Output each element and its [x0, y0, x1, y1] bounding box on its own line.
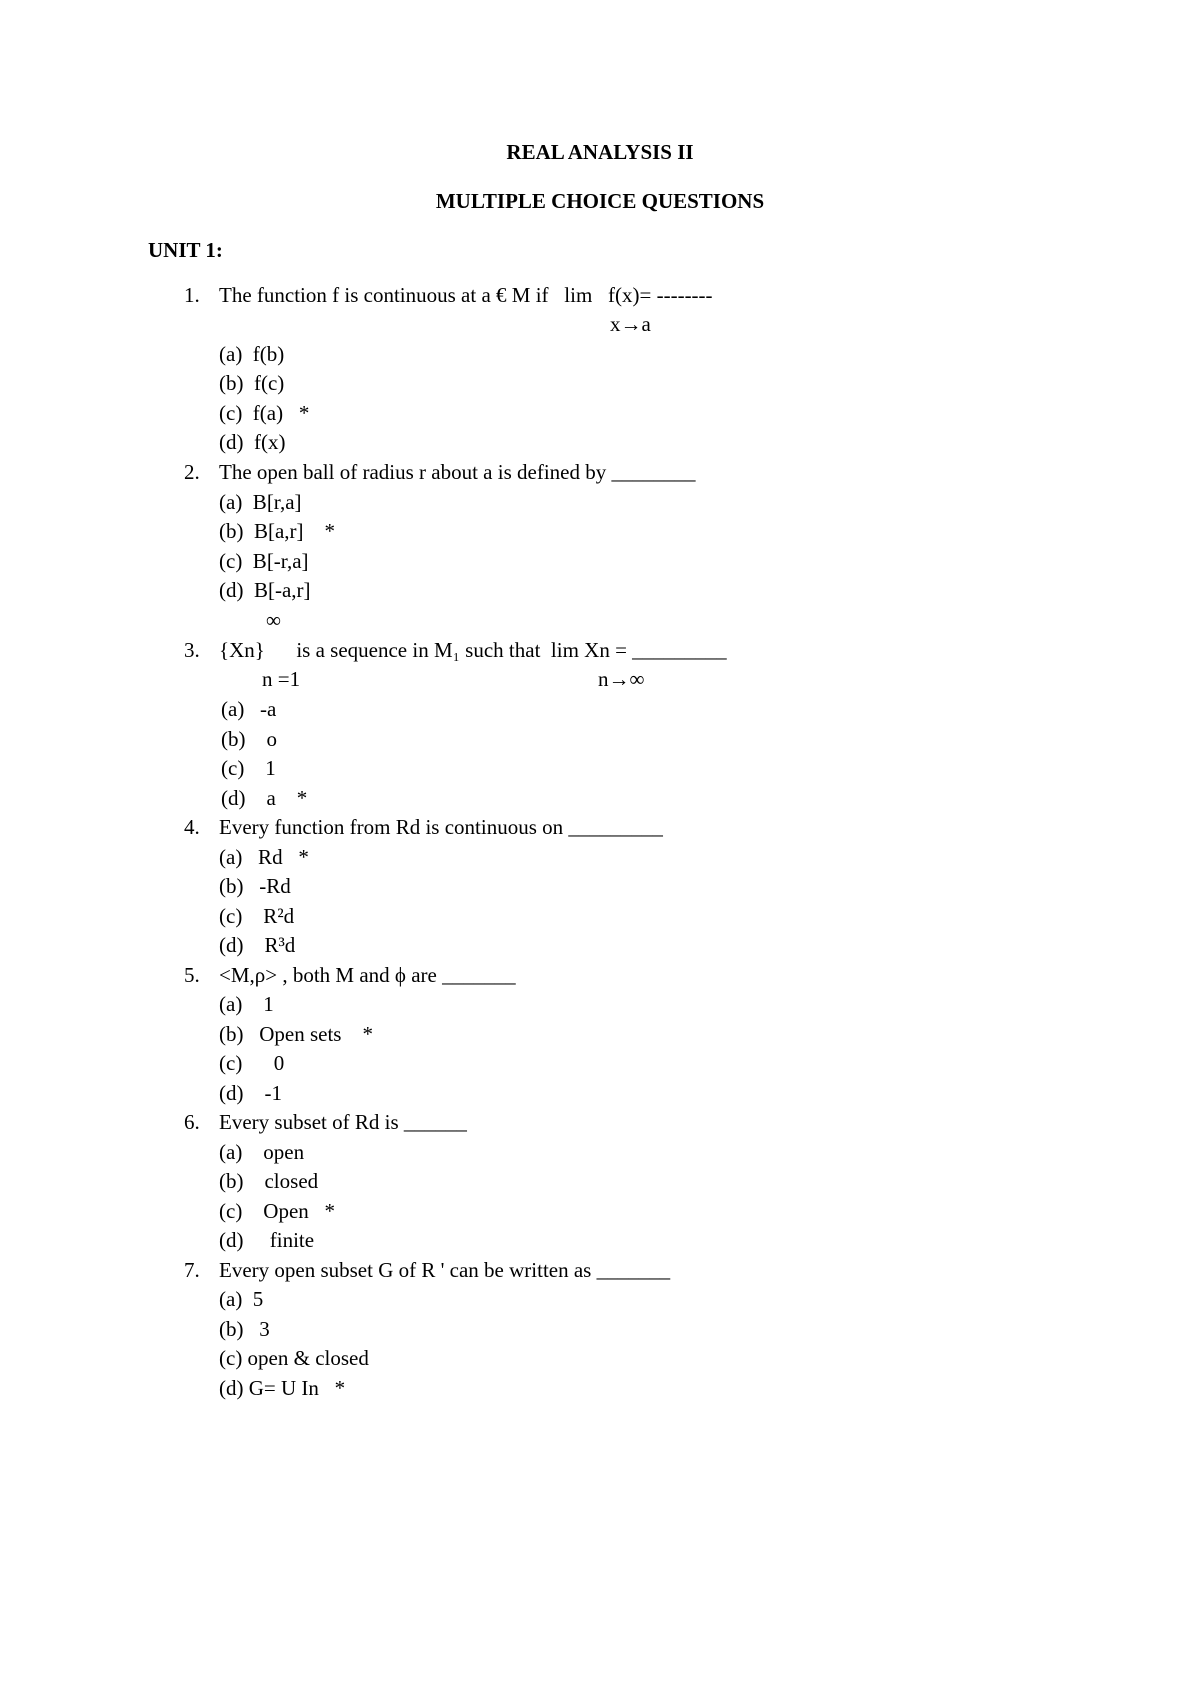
option-b: (b) f(c)	[219, 371, 285, 395]
option-d: (d) B[-a,r]	[219, 578, 311, 602]
question-text: {Xn} is a sequence in M₁ such that lim Xn = _________	[219, 638, 727, 662]
index-subscript: n =1	[262, 667, 301, 691]
question-number: 7.	[184, 1258, 200, 1282]
option-a: (a) f(b)	[219, 342, 285, 366]
option-b: (b) o	[221, 727, 277, 751]
question-text: Every function from Rd is continuous on _________	[219, 815, 663, 839]
option-c: (c) B[-r,a]	[219, 549, 309, 573]
question-text: The open ball of radius r about a is defined by ________	[219, 460, 696, 484]
question-text: Every open subset G of R ' can be written as _______	[219, 1258, 671, 1282]
union-superscript: ∞	[266, 608, 281, 632]
option-a: (a) B[r,a]	[219, 490, 302, 514]
option-b: (b) B[a,r] *	[219, 519, 336, 543]
option-a: (a) Rd *	[219, 845, 309, 869]
option-d: (d) finite	[219, 1228, 315, 1252]
limit-subscript: x→a	[610, 312, 651, 336]
option-d: (d) f(x)	[219, 430, 286, 454]
page-subtitle: MULTIPLE CHOICE QUESTIONS	[435, 189, 765, 213]
option-b: (b) 3	[219, 1317, 270, 1341]
question-number: 6.	[184, 1110, 200, 1134]
question-number: 4.	[184, 815, 200, 839]
option-a: (a) open	[219, 1140, 305, 1164]
unit-heading: UNIT 1:	[148, 238, 223, 262]
question-number: 1.	[184, 283, 200, 307]
option-c: (c) R²d	[219, 904, 295, 928]
option-a: (a) 5	[219, 1287, 264, 1311]
page-title: REAL ANALYSIS II	[506, 140, 694, 164]
option-c: (c) 0	[219, 1051, 285, 1075]
option-b: (b) closed	[219, 1169, 319, 1193]
option-d: (d) G= U In *	[219, 1376, 346, 1400]
option-d: (d) -1	[219, 1081, 282, 1105]
option-d: (d) R³d	[219, 933, 296, 957]
question-text: The function f is continuous at a € M if lim f(x)= --------	[219, 283, 713, 307]
question-text: Every subset of Rd is ______	[219, 1110, 467, 1134]
option-c: (c) open & closed	[219, 1346, 369, 1370]
limit-subscript: n→∞	[598, 667, 645, 691]
question-text: <M,ρ> , both M and ϕ are _______	[219, 963, 516, 987]
question-number: 5.	[184, 963, 200, 987]
option-a: (a) -a	[221, 697, 277, 721]
option-b: (b) Open sets *	[219, 1022, 373, 1046]
option-c: (c) Open *	[219, 1199, 336, 1223]
question-number: 3.	[184, 638, 200, 662]
option-c: (c) 1	[221, 756, 276, 780]
option-b: (b) -Rd	[219, 874, 291, 898]
option-a: (a) 1	[219, 992, 274, 1016]
option-c: (c) f(a) *	[219, 401, 310, 425]
question-number: 2.	[184, 460, 200, 484]
option-d: (d) a *	[221, 786, 308, 810]
